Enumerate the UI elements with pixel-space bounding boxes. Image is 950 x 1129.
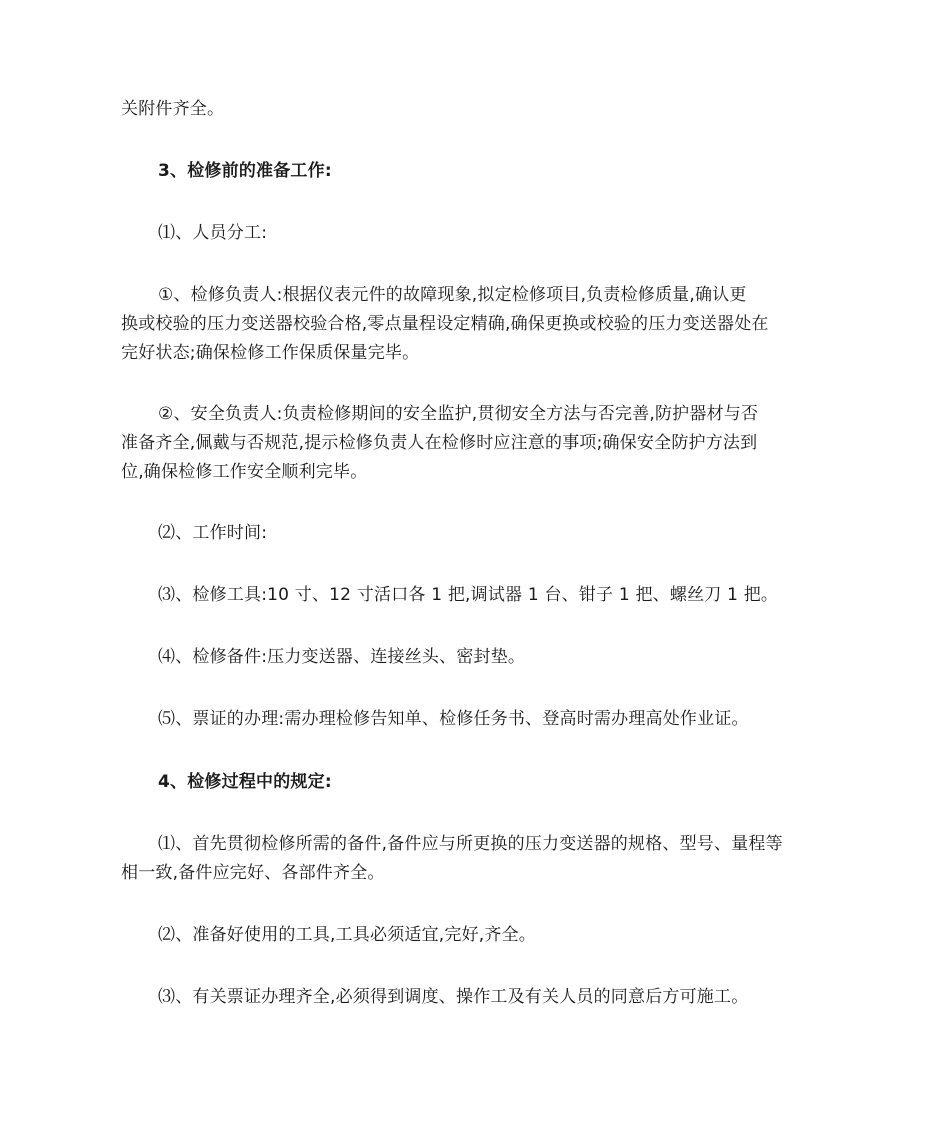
paragraph-line: 相一致,备件应完好、各部件齐全。 — [121, 863, 385, 883]
text-line: 关附件齐全。 — [121, 99, 225, 119]
paragraph-line: ⑴、首先贯彻检修所需的备件,备件应与所更换的压力变送器的规格、型号、量程等 — [158, 834, 783, 854]
paragraph-line: ⑶、有关票证办理齐全,必须得到调度、操作工及有关人员的同意后方可施工。 — [158, 987, 749, 1007]
paragraph-line: ⑵、准备好使用的工具,工具必须适宜,完好,齐全。 — [158, 925, 537, 945]
paragraph-line: 换或校验的压力变送器校验合格,零点量程设定精确,确保更换或校验的压力变送器处在 — [121, 314, 769, 334]
paragraph-line: 位,确保检修工作安全顺利完毕。 — [121, 462, 368, 482]
subsection-heading: ⑵、工作时间: — [158, 523, 268, 543]
paragraph-line: ⑷、检修备件:压力变送器、连接丝头、密封垫。 — [158, 647, 526, 667]
subsection-heading: ⑴、人员分工: — [158, 223, 268, 243]
section-heading: 3、检修前的准备工作: — [158, 161, 332, 181]
paragraph-line: ①、检修负责人:根据仪表元件的故障现象,拟定检修项目,负责检修质量,确认更 — [158, 285, 747, 305]
paragraph-line: ⑸、票证的办理:需办理检修告知单、检修任务书、登高时需办理高处作业证。 — [158, 709, 749, 729]
section-heading: 4、检修过程中的规定: — [158, 772, 332, 792]
paragraph-line: ②、安全负责人:负责检修期间的安全监护,贯彻安全方法与否完善,防护器材与否 — [158, 404, 759, 424]
paragraph-line: 准备齐全,佩戴与否规范,提示检修负责人在检修时应注意的事项;确保安全防护方法到 — [121, 433, 758, 453]
paragraph-line: ⑶、检修工具:10 寸、12 寸活口各 1 把,调试器 1 台、钳子 1 把、螺丝刀 1 把。 — [158, 585, 779, 605]
paragraph-line: 完好状态;确保检修工作保质保量完毕。 — [121, 343, 420, 363]
